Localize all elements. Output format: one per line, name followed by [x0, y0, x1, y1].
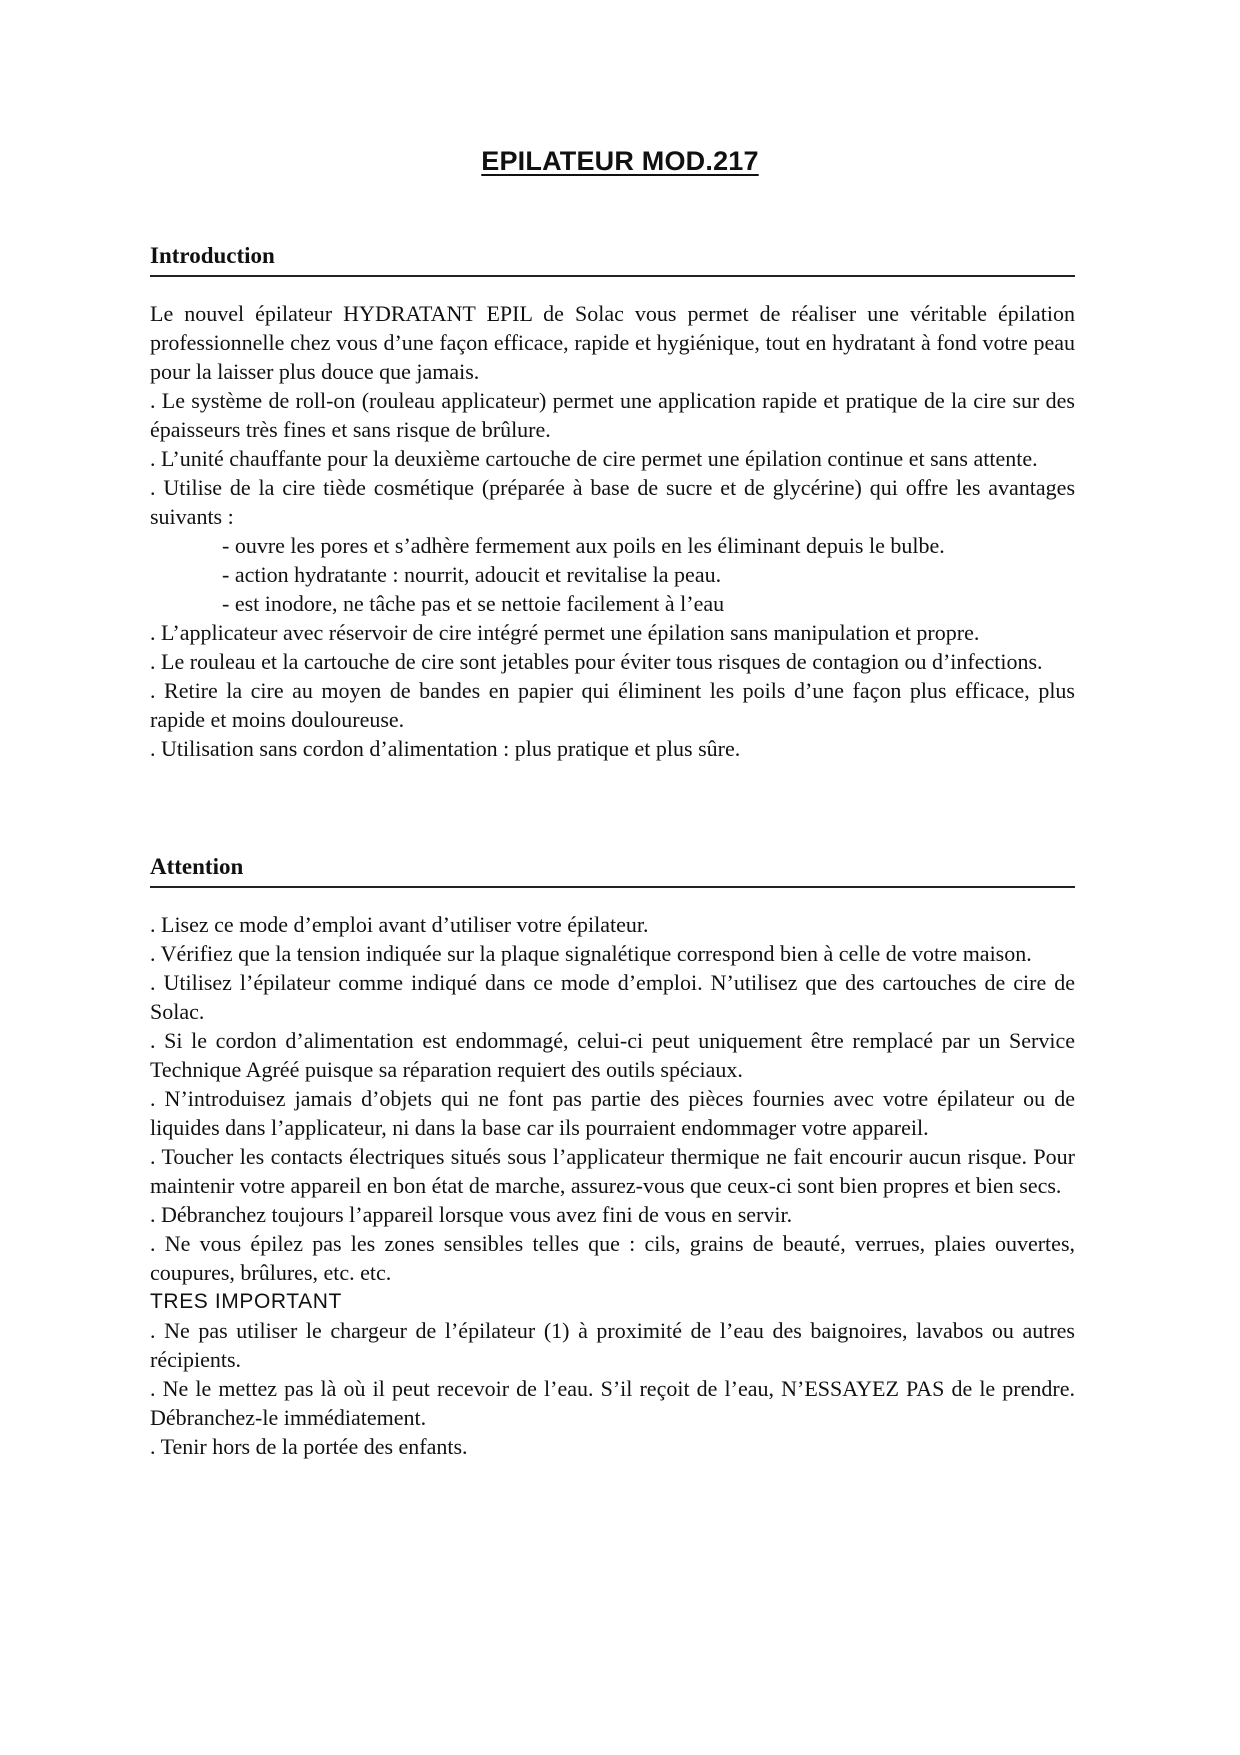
- paragraph: . Tenir hors de la portée des enfants.: [150, 1434, 468, 1459]
- paragraph: . Utilisez l’épilateur comme indiqué dans ce mode d’emploi. N’utilisez que des cartouches de cire de Solac.: [150, 970, 1075, 1024]
- bullet-item: - action hydratante : nourrit, adoucit et revitalise la peau.: [222, 562, 722, 587]
- paragraph: . Lisez ce mode d’emploi avant d’utiliser votre épilateur.: [150, 912, 649, 937]
- document-title: [0, 146, 1240, 177]
- paragraph: . Si le cordon d’alimentation est endommagé, celui-ci peut uniquement être remplacé par un Service Technique Agréé puisque sa réparation requiert des outils spéciaux.: [150, 1028, 1075, 1082]
- attention-section: [150, 854, 1075, 1461]
- paragraph: . Toucher les contacts électriques situés sous l’applicateur thermique ne fait encourir aucun risque. Pour maintenir votre appareil en bon état de marche, assurez-vous que ceux-ci sont bien propres et bien secs.: [150, 1144, 1075, 1198]
- section-body: [150, 910, 1075, 1461]
- paragraph: . Utilisation sans cordon d’alimentation : plus pratique et plus sûre.: [150, 736, 741, 761]
- paragraph: . Le système de roll-on (rouleau applicateur) permet une application rapide et pratique de la cire sur des épaisseurs très fines et sans risque de brûlure.: [150, 388, 1075, 442]
- paragraph: . L’unité chauffante pour la deuxième cartouche de cire permet une épilation continue et sans attente.: [150, 446, 1038, 471]
- paragraph: . Ne le mettez pas là où il peut recevoir de l’eau. S’il reçoit de l’eau, N’ESSAYEZ PAS de le prendre. Débranchez-le immédiatement.: [150, 1376, 1075, 1430]
- introduction-section: [150, 243, 1075, 763]
- paragraph: . Retire la cire au moyen de bandes en papier qui éliminent les poils d’une façon plus efficace, plus rapide et moins douloureuse.: [150, 678, 1075, 732]
- document-title-text: EPILATEUR MOD.217: [481, 146, 759, 176]
- paragraph: . Ne vous épilez pas les zones sensibles telles que : cils, grains de beauté, verrues, plaies ouvertes, coupures, brûlures, etc. etc.: [150, 1231, 1075, 1285]
- paragraph: . Le rouleau et la cartouche de cire sont jetables pour éviter tous risques de contagion ou d’infections.: [150, 649, 1043, 674]
- section-body: [150, 299, 1075, 763]
- paragraph: . Utilise de la cire tiède cosmétique (préparée à base de sucre et de glycérine) qui offre les avantages suivants :: [150, 475, 1075, 529]
- section-heading: Introduction: [150, 243, 1075, 277]
- paragraph: Le nouvel épilateur HYDRATANT EPIL de Solac vous permet de réaliser une véritable épilation professionnelle chez vous d’une façon efficace, rapide et hygiénique, tout en hydratant à fond votre peau pour la laisser plus douce que jamais.: [150, 301, 1075, 384]
- paragraph: . Débranchez toujours l’appareil lorsque vous avez fini de vous en servir.: [150, 1202, 793, 1227]
- paragraph: . L’applicateur avec réservoir de cire intégré permet une épilation sans manipulation et propre.: [150, 620, 980, 645]
- paragraph: . N’introduisez jamais d’objets qui ne font pas partie des pièces fournies avec votre épilateur ou de liquides dans l’applicateur, ni dans la base car ils pourraient endommager votre appareil.: [150, 1086, 1075, 1140]
- section-heading: Attention: [150, 854, 1075, 888]
- paragraph: . Vérifiez que la tension indiquée sur la plaque signalétique correspond bien à celle de votre maison.: [150, 941, 1032, 966]
- bullet-item: - ouvre les pores et s’adhère fermement aux poils en les éliminant depuis le bulbe.: [222, 533, 945, 558]
- bullet-item: - est inodore, ne tâche pas et se nettoie facilement à l’eau: [222, 591, 725, 616]
- paragraph: . Ne pas utiliser le chargeur de l’épilateur (1) à proximité de l’eau des baignoires, lavabos ou autres récipients.: [150, 1318, 1075, 1372]
- important-label: TRES IMPORTANT: [150, 1290, 342, 1313]
